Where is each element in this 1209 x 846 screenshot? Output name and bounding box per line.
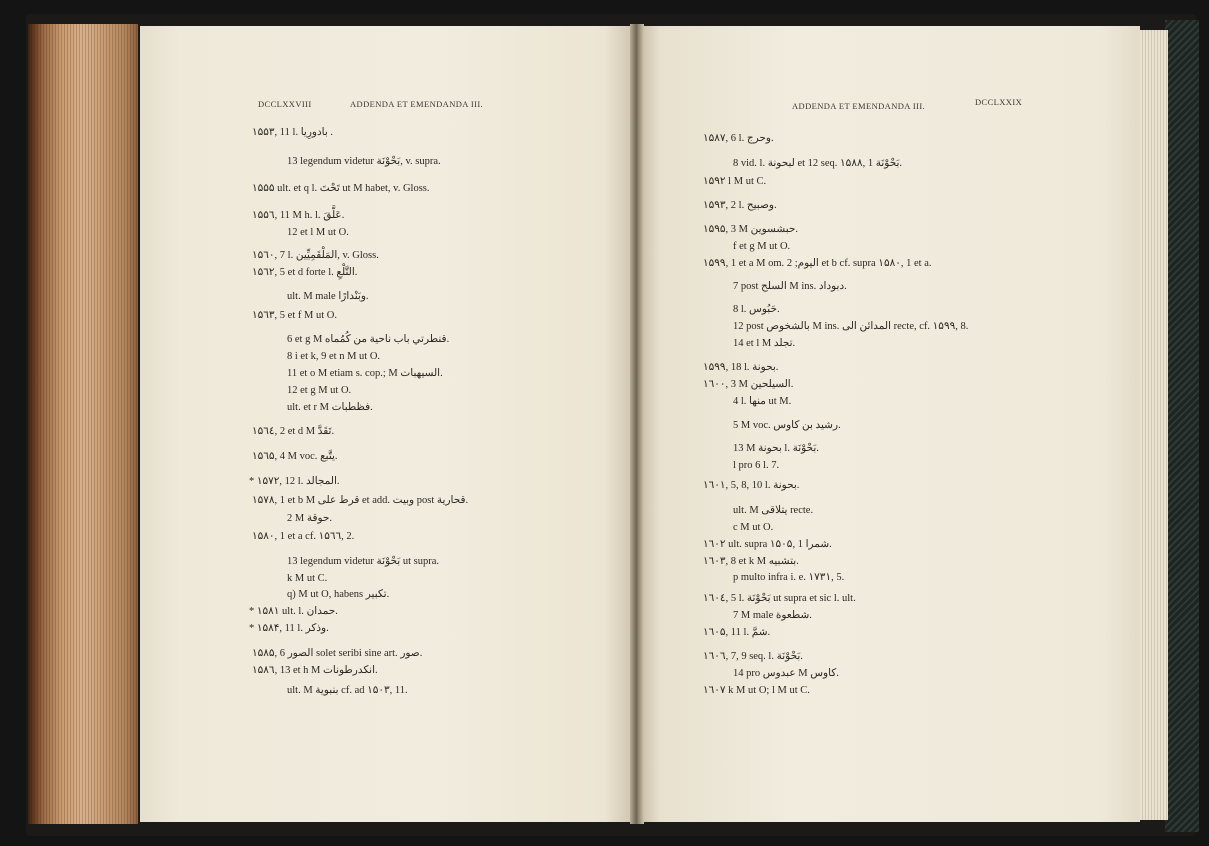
right-page-edge [1140,30,1168,820]
entry-line: ۱۵۸۵, 6 الصور solet seribi sine art. صور. [252,648,423,659]
entry-line: ult. M male وبَنْدارًا. [287,291,369,302]
entry-line: 4 l. منها ut M. [733,396,792,407]
entry-line: ۱٦۰۷ k M ut O; l M ut C. [703,685,810,696]
entry-line: ۱٦۰۱, 5, 8, 10 l. بحونة. [703,480,800,491]
entry-line: * ۱۵۸۴, 11 l. وذكر. [249,623,329,634]
entry-line: ۱٦۰۳, 8 et k M بتشبيه. [703,556,799,567]
entry-line: ۱٦۰٦, 7, 9 seq. l. بَحْوْنَة. [703,651,803,662]
entry-line: ۱۵٩٩, 1 et a M om. اليوم; 2 et b cf. supra ۱۵۸۰, 1 et a. [703,258,932,269]
entry-line: 14 pro عبدوس M كاوس. [733,668,839,679]
entry-line: 8 l. حَبُوس. [733,304,780,315]
entry-line: ۱۵۸۷, 6 l. وحرج. [703,133,774,144]
right-running-title: ADDENDA ET EMENDANDA III. [792,101,926,111]
entry-line: 13 M بحونة l. بَحْوْنَة. [733,443,819,454]
book-gutter [630,24,644,824]
entry-line: l pro 6 l. 7. [733,460,780,471]
entry-line: ۱۵۸٦, 13 et h M انكدرطونات. [252,665,378,676]
entry-line: 11 et o M etiam s. cop.; M السيهبات. [287,368,443,379]
entry-line: ult. M بنبوية cf. ad ۱۵۰۳, 11. [287,685,408,696]
book-cover-edge [1165,20,1199,832]
entry-line: 12 et g M ut O. [287,385,352,396]
entry-line: ۱٦۰۲ ult. supra ۱۵۰۵, 1 شمرا. [703,539,832,550]
entry-line: 7 post السلح M ins. دبوداد. [733,281,847,292]
entry-line: f et g M ut O. [733,241,791,252]
entry-line: k M ut C. [287,573,328,584]
entry-line: ۱۵٩٩, 18 l. بحونة. [703,362,779,373]
left-page-number: DCCLXXVIII [258,99,312,109]
entry-line: ult. et r M فظطبات. [287,402,373,413]
page-block-edge [28,24,138,824]
entry-line: 8 vid. l. لبحونة et 12 seq. ۱۵۸۸, 1 بَحْوْنَة. [733,158,903,169]
entry-line: ۱۵۸۰, 1 et a cf. ۱۵٦٦, 2. [252,531,355,542]
left-running-title: ADDENDA ET EMENDANDA III. [350,99,484,109]
entry-line: ۱٦۰٤, 5 l. بَحْوْنَة ut supra et sic l. ult. [703,593,856,604]
entry-line: ult. M يتلاقى recte. [733,505,814,516]
entry-line: 2 M حوقة. [287,513,333,524]
entry-line: 13 legendum videtur بَحْوْنَة ut supra. [287,556,440,567]
entry-line: ۱۵٦۳, 5 et f M ut O. [252,310,337,321]
entry-line: q) M ut O, habens تكبير. [287,589,390,600]
entry-line: p multo infra i. e. ۱۷۳۱, 5. [733,572,845,583]
entry-line: ۱۵۷۸, 1 et b M قرط على et add. وبيت post قحارية. [252,495,469,506]
right-page-number: DCCLXXIX [975,97,1023,107]
entry-line: ۱۵٩۳, 2 l. وصبيح. [703,200,777,211]
entry-line: ۱۵٦٤, 2 et d M تَقَدَّ. [252,426,335,437]
entry-line: ۱۵٦۲, 5 et d forte l. التَّلْعِ. [252,267,358,278]
entry-line: * ۱۵۷۲, 12 l. المجالد. [249,476,340,487]
entry-line: ۱۵٦۵, 4 M voc. يتَّبع. [252,451,338,462]
entry-line: 8 i et k, 9 et n M ut O. [287,351,381,362]
entry-line: 14 et l M تجلد. [733,338,796,349]
entry-line: ۱٦۰۵, 11 l. شمَّ. [703,627,771,638]
entry-line: * ۱۵۸۱ ult. l. حمدان. [249,606,338,617]
entry-line: 13 legendum videtur بَحْوْنَة, v. supra. [287,156,441,167]
entry-line: ۱۵٩۲ l M ut C. [703,176,767,187]
entry-line: 6 et g M قنطرتي باب ناحية من كُمُماه. [287,334,450,345]
entry-line: ۱۵٦۰, 7 l. المَلْقَمِيِّين, v. Gloss. [252,250,379,261]
entry-line: 12 post بالشخوص M ins. المدائن الى recte, cf. ۱۵٩٩, 8. [733,321,969,332]
entry-line: ۱۵۵٦, 11 M h. l. عَلَّقَ. [252,210,345,221]
entry-line: 7 M male شطعوة. [733,610,812,621]
left-page [140,26,634,822]
entry-line: ۱۵۵۳, 11 l. بادورِيا . [252,127,334,138]
entry-line: ۱٦۰۰, 3 M السيلحين. [703,379,794,390]
entry-line: 5 M voc. رشيد بن كاوس. [733,420,841,431]
entry-line: ۱۵۵۵ ult. et q l. تَحْتَ ut M habet, v. Gloss. [252,183,430,194]
entry-line: c M ut O. [733,522,774,533]
entry-line: ۱۵٩۵, 3 M حبشسوين. [703,224,799,235]
entry-line: 12 et l M ut O. [287,227,349,238]
right-page [640,26,1140,822]
